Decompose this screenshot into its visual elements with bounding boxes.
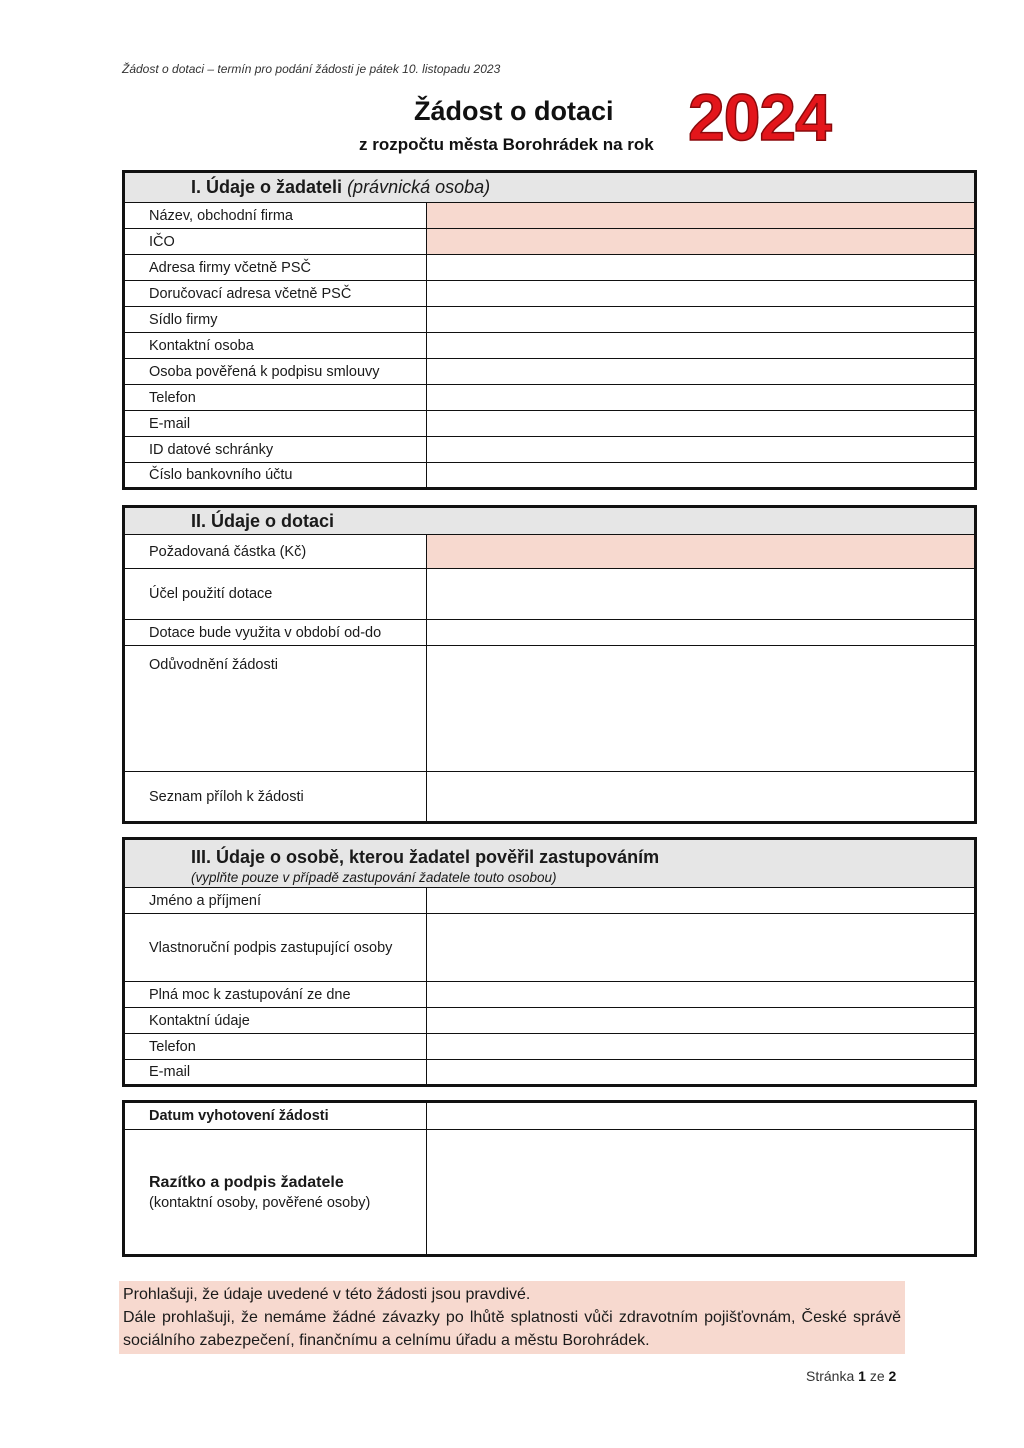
section-title: I. Údaje o žadateli (191, 177, 343, 197)
field-label: Odůvodnění žádosti (124, 646, 427, 772)
year-heading: 2024 (688, 80, 831, 154)
page-subtitle: z rozpočtu města Borohrádek na rok (359, 135, 654, 154)
date-label: Datum vyhotovení žádosti (124, 1102, 427, 1130)
applicant-table (122, 170, 977, 490)
table-row (124, 569, 976, 620)
table-row (124, 385, 976, 411)
field-label: Kontaktní osoba (124, 333, 427, 359)
field-label: Název, obchodní firma (124, 203, 427, 229)
table-row (124, 255, 976, 281)
table-row (124, 1060, 976, 1086)
table-row (124, 463, 976, 489)
page-prefix: Stránka (806, 1368, 855, 1384)
field-label: Účel použití dotace (124, 569, 427, 620)
signature-table (122, 1100, 977, 1257)
justification-field[interactable] (427, 646, 976, 772)
bank-account-field[interactable] (427, 463, 976, 489)
table-row (124, 1034, 976, 1060)
ico-field[interactable] (427, 229, 976, 255)
field-label: E-mail (124, 1060, 427, 1086)
table-row (124, 307, 976, 333)
field-label: Adresa firmy včetně PSČ (124, 255, 427, 281)
section-subnote: (vyplňte pouze v případě zastupování žadatele touto osobou) (191, 869, 557, 885)
field-label: Sídlo firmy (124, 307, 427, 333)
contact-person-field[interactable] (427, 333, 976, 359)
email-field[interactable] (427, 411, 976, 437)
field-label: Plná moc k zastupování ze dne (124, 982, 427, 1008)
table-row (124, 888, 976, 914)
field-label: IČO (124, 229, 427, 255)
section-title: II. Údaje o dotaci (124, 507, 976, 535)
page-title: Žádost o dotaci (414, 96, 614, 126)
issue-date-field[interactable] (427, 1102, 976, 1130)
subsidy-table (122, 505, 977, 824)
deadline-note: Žádost o dotaci – termín pro podání žádosti je pátek 10. listopadu 2023 (122, 62, 501, 76)
representative-email-field[interactable] (427, 1060, 976, 1086)
table-row (124, 646, 976, 772)
phone-field[interactable] (427, 385, 976, 411)
table-row (124, 359, 976, 385)
table-row (124, 535, 976, 569)
declaration-line-1: Prohlašuji, že údaje uvedené v této žádosti jsou pravdivé. (123, 1286, 531, 1303)
total-pages: 2 (888, 1368, 897, 1384)
field-label: Jméno a příjmení (124, 888, 427, 914)
period-field[interactable] (427, 620, 976, 646)
representative-table (122, 837, 977, 1087)
field-label: Doručovací adresa včetně PSČ (124, 281, 427, 307)
current-page: 1 (858, 1368, 866, 1384)
field-label: Telefon (124, 385, 427, 411)
purpose-field[interactable] (427, 569, 976, 620)
table-row (124, 620, 976, 646)
representative-phone-field[interactable] (427, 1034, 976, 1060)
table-row (124, 333, 976, 359)
field-label: E-mail (124, 411, 427, 437)
company-seat-field[interactable] (427, 307, 976, 333)
section-header (124, 839, 976, 888)
delivery-address-field[interactable] (427, 281, 976, 307)
table-row (124, 437, 976, 463)
table-row (124, 281, 976, 307)
full-name-field[interactable] (427, 888, 976, 914)
table-row (124, 982, 976, 1008)
table-row (124, 203, 976, 229)
field-label: Číslo bankovního účtu (124, 463, 427, 489)
declaration-box (119, 1281, 905, 1354)
requested-amount-field[interactable] (427, 535, 976, 569)
field-label: Kontaktní údaje (124, 1008, 427, 1034)
table-row (124, 914, 976, 982)
page-number (806, 1368, 896, 1384)
field-label: Osoba pověřená k podpisu smlouvy (124, 359, 427, 385)
signature-note: (kontaktní osoby, pověřené osoby) (149, 1194, 371, 1211)
field-label: Požadovaná částka (Kč) (124, 535, 427, 569)
section-header (124, 172, 976, 203)
table-row (124, 411, 976, 437)
declaration-line-2: Dále prohlašuji, že nemáme žádné závazky po lhůtě splatnosti vůči zdravotním pojišťovnám, České správě sociálního zabezpečení, finančnímu a celnímu úřadu a městu Borohrádek. (123, 1309, 901, 1349)
section-header (124, 507, 976, 535)
field-label: ID datové schránky (124, 437, 427, 463)
table-row (124, 229, 976, 255)
company-address-field[interactable] (427, 255, 976, 281)
field-label: Vlastnoruční podpis zastupující osoby (124, 914, 427, 982)
field-label: Seznam příloh k žádosti (124, 772, 427, 823)
section-title: III. Údaje o osobě, kterou žadatel pověřil zastupováním (191, 846, 660, 867)
data-box-id-field[interactable] (427, 437, 976, 463)
field-label: Dotace bude využita v období od-do (124, 620, 427, 646)
signatory-field[interactable] (427, 359, 976, 385)
page-sep: ze (869, 1368, 885, 1384)
power-of-attorney-date-field[interactable] (427, 982, 976, 1008)
signature-label: Razítko a podpis žadatele (149, 1173, 344, 1191)
attachments-field[interactable] (427, 772, 976, 823)
field-label: Telefon (124, 1034, 427, 1060)
representative-signature-field[interactable] (427, 914, 976, 982)
contact-details-field[interactable] (427, 1008, 976, 1034)
table-row (124, 1102, 976, 1130)
table-row (124, 1130, 976, 1256)
section-title-note: (právnická osoba) (347, 177, 491, 197)
company-name-field[interactable] (427, 203, 976, 229)
stamp-signature-field[interactable] (427, 1130, 976, 1256)
table-row (124, 772, 976, 823)
table-row (124, 1008, 976, 1034)
